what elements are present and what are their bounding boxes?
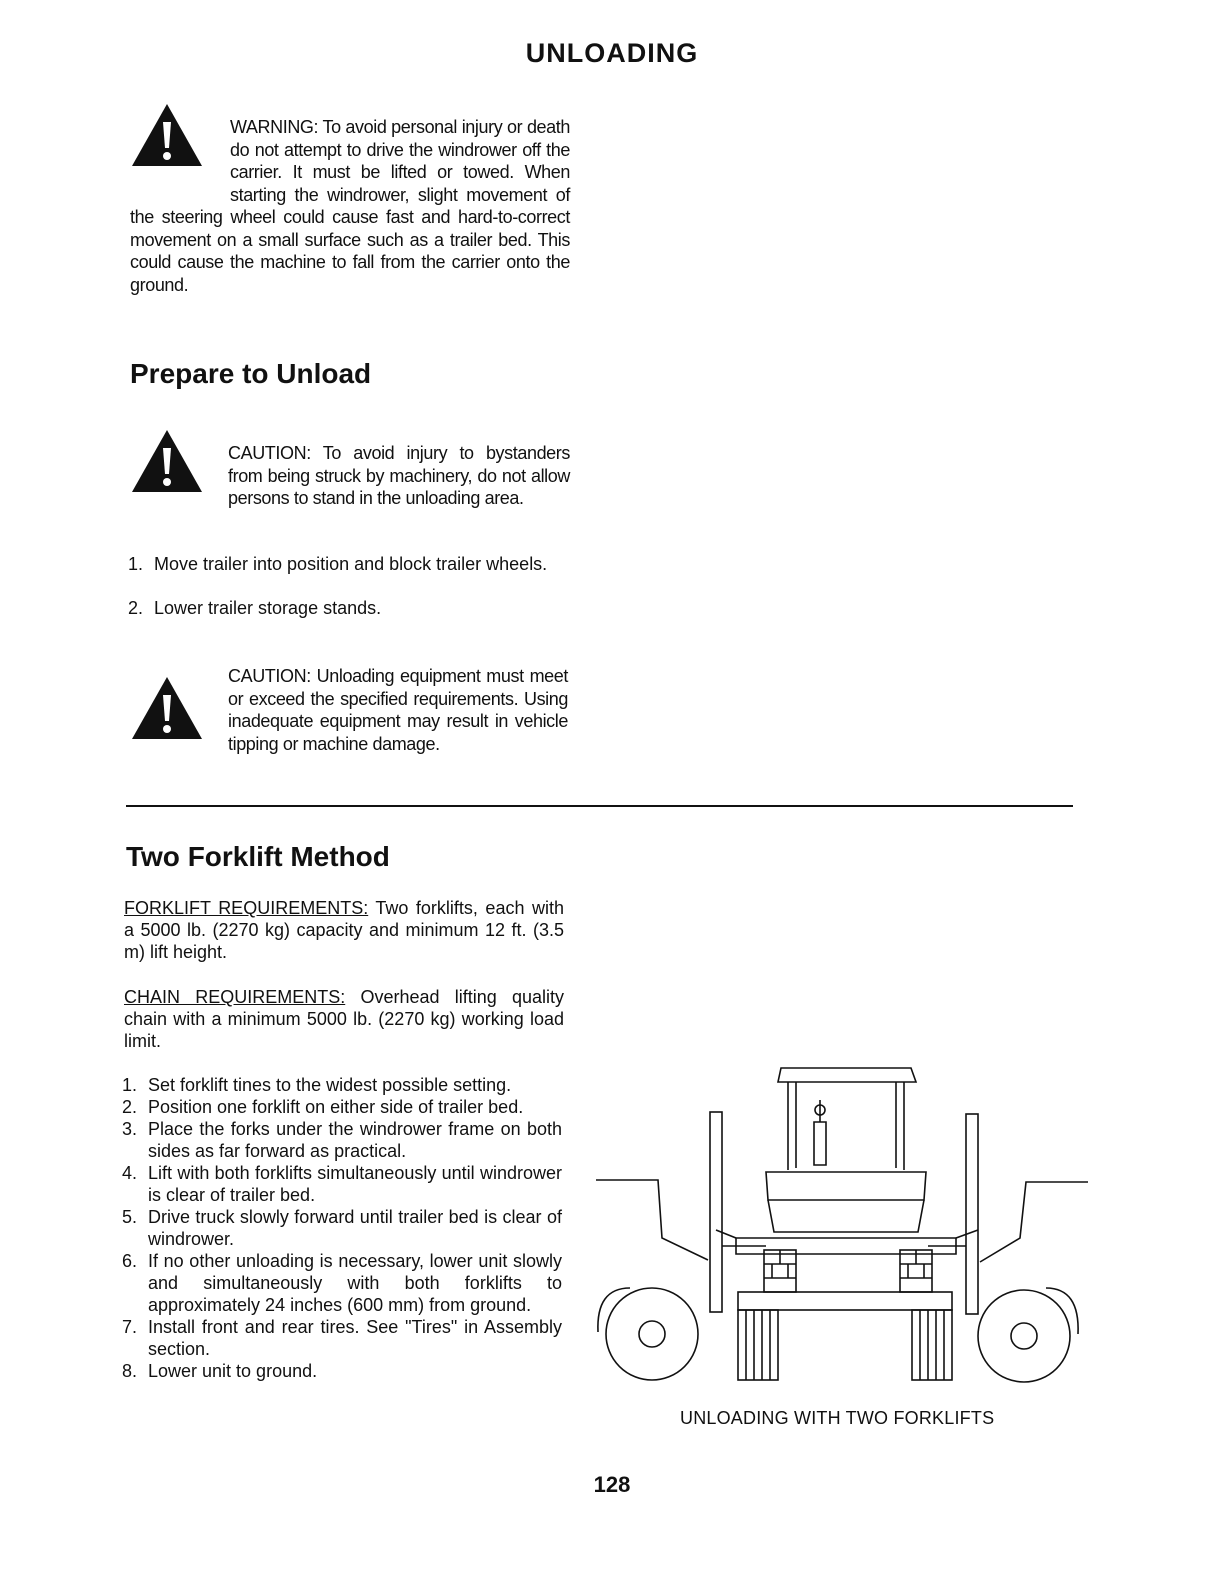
step-text: Lower unit to ground. bbox=[148, 1361, 318, 1381]
step-text: Place the forks under the windrower frame on both sides as far forward as practical. bbox=[148, 1119, 562, 1161]
step-number: 8. bbox=[122, 1361, 138, 1381]
step-number: 1. bbox=[128, 554, 144, 574]
forklift-requirements-text: Two forklifts, each with a 5000 lb. (2270 kg) capacity and minimum 12 ft. (3.5 m) lift height. bbox=[124, 898, 564, 962]
caution-notice-equipment: CAUTION: Unloading equipment must meet or exceed the specified requirements. Using inadequate equipment may result in vehicle tipping or machine damage. bbox=[228, 666, 568, 754]
list-item bbox=[122, 1074, 562, 1096]
step-text: Set forklift tines to the widest possible setting. bbox=[148, 1075, 512, 1095]
step-text: Install front and rear tires. See "Tires" in Assembly section. bbox=[148, 1317, 562, 1359]
step-text: Position one forklift on either side of trailer bed. bbox=[148, 1097, 524, 1117]
step-number: 2. bbox=[128, 598, 144, 618]
list-item bbox=[122, 1206, 562, 1250]
list-item bbox=[122, 1250, 562, 1316]
list-item bbox=[122, 1360, 562, 1382]
step-text: Drive truck slowly forward until trailer bed is clear of windrower. bbox=[148, 1207, 562, 1249]
list-item bbox=[128, 553, 568, 575]
warning-triangle-icon bbox=[128, 673, 206, 743]
step-text: Lift with both forklifts simultaneously until windrower is clear of trailer bed. bbox=[148, 1163, 562, 1205]
step-text: If no other unloading is necessary, lower unit slowly and simultaneously with both forklifts to approximately 24 inches (600 mm) from ground. bbox=[148, 1251, 562, 1315]
list-item bbox=[122, 1162, 562, 1206]
step-number: 2. bbox=[122, 1097, 138, 1117]
two-forklift-steps-list bbox=[122, 1074, 562, 1382]
warning-text: WARNING: To avoid personal injury or death do not attempt to drive the windrower off the carrier. It must be lifted or towed. When starting the windrower, slight movement of the steering wheel could cause fast and hard-to-correct movement on a small surface such as a trailer bed. This could cause the machine to fall from the carrier onto the ground. bbox=[130, 117, 570, 295]
prepare-steps-list bbox=[128, 553, 568, 619]
step-number: 5. bbox=[122, 1207, 138, 1227]
list-item bbox=[122, 1096, 562, 1118]
chain-requirements bbox=[124, 986, 564, 1052]
section-divider bbox=[126, 805, 1073, 807]
figure-caption: UNLOADING WITH TWO FORKLIFTS bbox=[680, 1408, 995, 1428]
page-title: UNLOADING bbox=[525, 38, 699, 68]
step-text: Move trailer into position and block trailer wheels. bbox=[154, 554, 548, 574]
list-item bbox=[122, 1118, 562, 1162]
list-item bbox=[128, 597, 568, 619]
two-forklift-illustration bbox=[596, 1060, 1096, 1395]
page-number: 128 bbox=[593, 1472, 631, 1497]
chain-requirements-label: CHAIN REQUIREMENTS: bbox=[124, 987, 346, 1007]
step-number: 7. bbox=[122, 1317, 138, 1337]
warning-triangle-icon bbox=[128, 426, 206, 496]
forklift-requirements bbox=[124, 897, 564, 963]
step-text: Lower trailer storage stands. bbox=[154, 598, 382, 618]
step-number: 3. bbox=[122, 1119, 138, 1139]
forklift-requirements-label: FORKLIFT REQUIREMENTS: bbox=[124, 898, 369, 918]
step-number: 6. bbox=[122, 1251, 138, 1271]
section-heading-prepare: Prepare to Unload bbox=[130, 358, 372, 389]
section-heading-two-forklift: Two Forklift Method bbox=[126, 841, 390, 872]
warning-notice bbox=[130, 116, 570, 296]
step-number: 4. bbox=[122, 1163, 138, 1183]
list-item bbox=[122, 1316, 562, 1360]
step-number: 1. bbox=[122, 1075, 138, 1095]
chain-requirements-text: Overhead lifting quality chain with a minimum 5000 lb. (2270 kg) working load limit. bbox=[124, 987, 564, 1051]
caution-notice-bystanders: CAUTION: To avoid injury to bystanders from being struck by machinery, do not allow persons to stand in the unloading area. bbox=[228, 443, 570, 508]
